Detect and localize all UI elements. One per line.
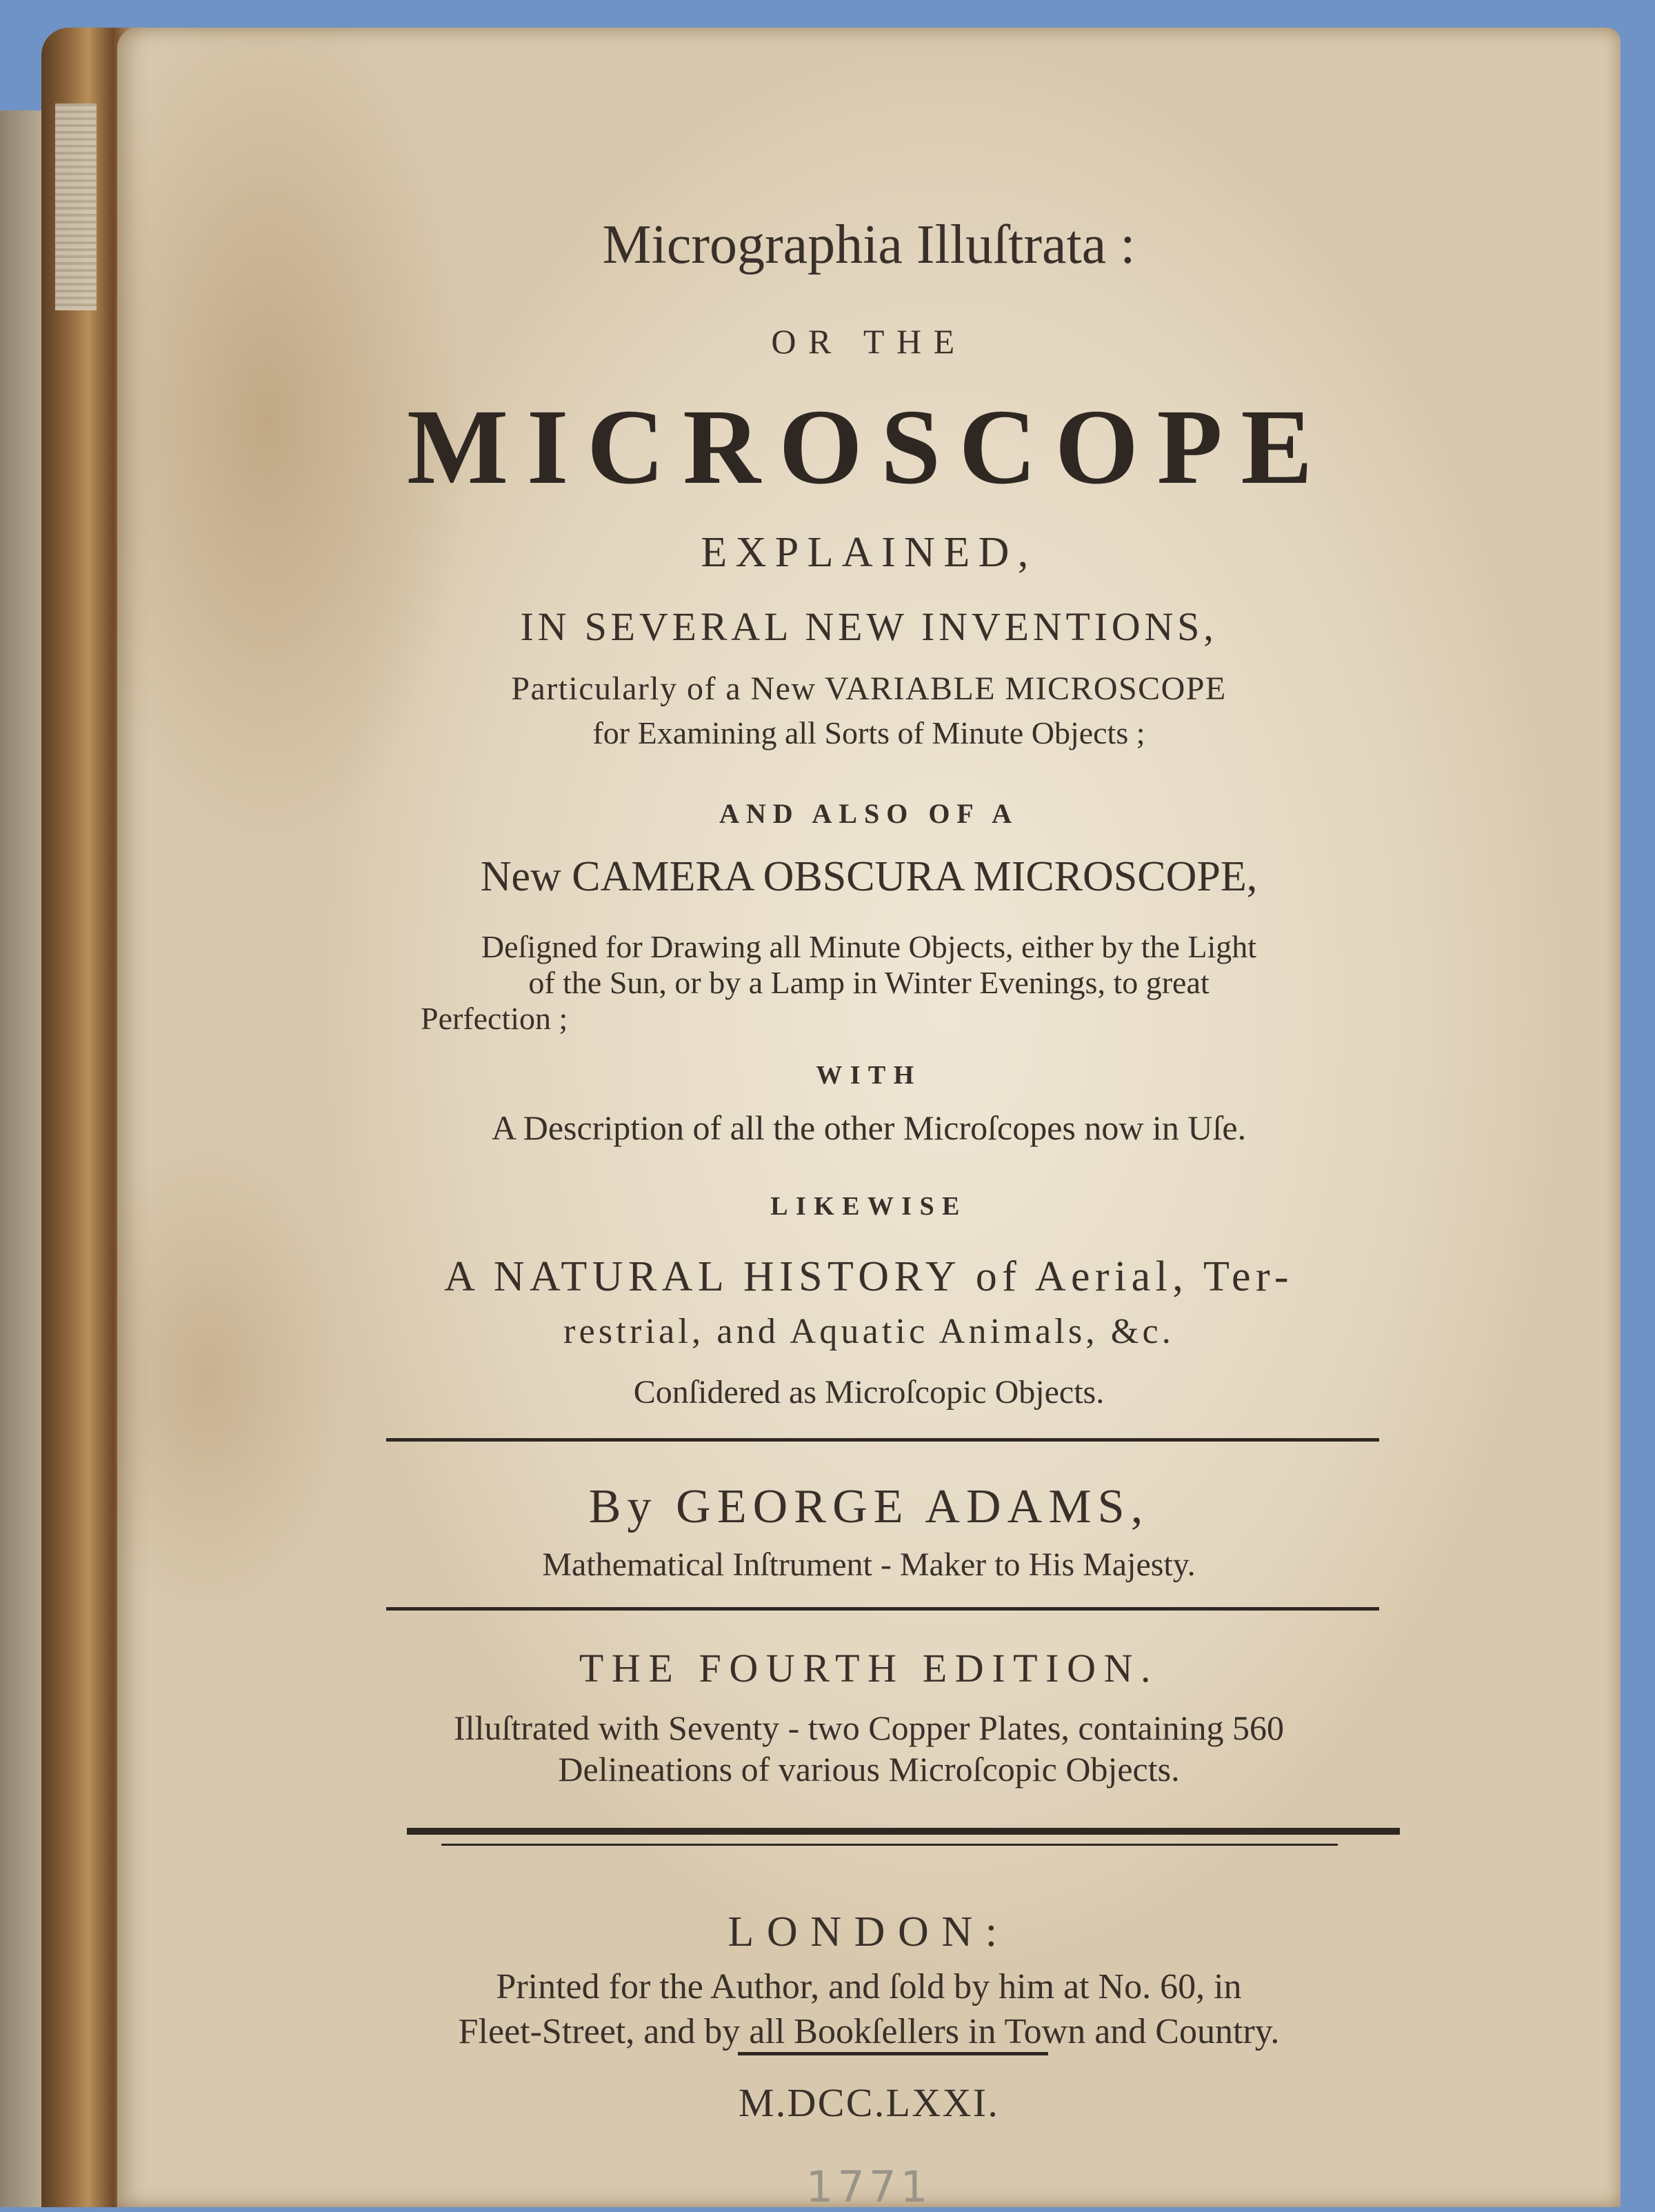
with-line: WITH [816, 1061, 922, 1090]
edition-line: THE FOURTH EDITION. [579, 1646, 1159, 1691]
author-title-line: Mathematical Inſtrument - Maker to His Majesty. [542, 1546, 1196, 1583]
imprint-line-2: Fleet-Street, and by all Bookſellers in Town and Country. [458, 2012, 1280, 2051]
author-line: By GEORGE ADAMS, [588, 1480, 1150, 1533]
and-also-line: AND ALSO OF A [719, 798, 1019, 829]
variable-microscope-line: Particularly of a New VARIABLE MICROSCOPE [511, 670, 1227, 707]
book-title: Micrographia Illuſtrata : [602, 215, 1136, 275]
illustrated-line-1: Illuſtrated with Seventy - two Copper Plates, containing 560 [454, 1708, 1284, 1747]
microscope-heading: MICROSCOPE [407, 387, 1331, 506]
page-text [117, 28, 1621, 2212]
thick-rule-divider [407, 1828, 1400, 1835]
description-line: A Description of all the other Microſcopes now in Uſe. [491, 1108, 1247, 1147]
imprint-line-1: Printed for the Author, and ſold by him at No. 60, in [496, 1967, 1242, 2006]
natural-history-line-1: A NATURAL HISTORY of Aerial, Ter- [444, 1253, 1294, 1300]
thin-rule-divider [441, 1844, 1338, 1846]
rule-divider [386, 1607, 1379, 1611]
or-the-line: OR THE [771, 322, 967, 361]
designed-line-1: Deſigned for Drawing all Minute Objects, either by the Light [481, 929, 1257, 964]
designed-line-3: Perfection ; [421, 1001, 568, 1036]
imprint-date: M.DCC.LXXI. [738, 2080, 1000, 2125]
title-page [117, 28, 1621, 2212]
camera-obscura-line: New CAMERA OBSCURA MICROSCOPE, [480, 853, 1258, 900]
illustrated-line-2: Delineations of various Microſcopic Objects. [558, 1750, 1180, 1788]
short-rule-divider [738, 2052, 1048, 2055]
pencil-annotation: 1771 [805, 2162, 932, 2212]
likewise-line: LIKEWISE [770, 1192, 967, 1221]
explained-line: EXPLAINED, [701, 529, 1037, 576]
natural-history-line-2: restrial, and Aquatic Animals, &c. [563, 1312, 1174, 1351]
considered-line: Conſidered as Microſcopic Objects. [633, 1374, 1105, 1411]
minute-objects-line: for Examining all Sorts of Minute Objects ; [592, 715, 1145, 750]
rule-divider [386, 1438, 1379, 1442]
several-inventions-line: IN SEVERAL NEW INVENTIONS, [520, 604, 1218, 649]
imprint-place: LONDON: [728, 1909, 1010, 1955]
spine-cloth-binding [55, 103, 97, 310]
designed-line-2: of the Sun, or by a Lamp in Winter Evenings, to great [528, 965, 1210, 1000]
